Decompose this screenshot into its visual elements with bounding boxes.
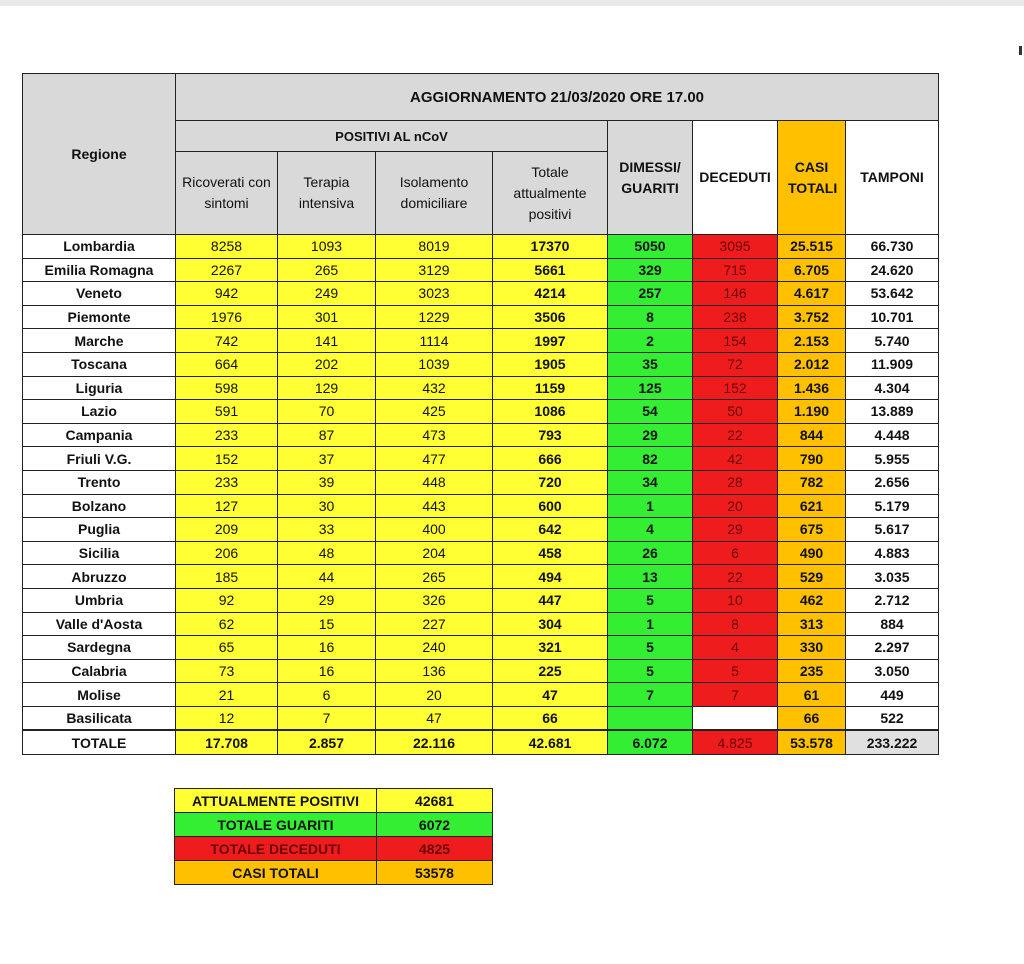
cell-casi: 1.190 (778, 400, 846, 424)
cell-deceduti: 72 (693, 352, 778, 376)
cell-terapia: 15 (278, 612, 376, 636)
cell-terapia: 129 (278, 376, 376, 400)
cell-regione: Bolzano (23, 494, 176, 518)
cell-terapia: 202 (278, 352, 376, 376)
cell-tamponi: 11.909 (846, 352, 939, 376)
summary-row (175, 861, 493, 885)
cell-tamponi: 24.620 (846, 258, 939, 282)
header-regione: Regione (23, 74, 176, 235)
cell-totale: 458 (493, 541, 608, 565)
cell-tamponi: 4.883 (846, 541, 939, 565)
cell-isolamento: 425 (376, 400, 493, 424)
cell-terapia: 87 (278, 423, 376, 447)
header-casi: CASI TOTALI (778, 121, 846, 235)
table-row (23, 518, 939, 542)
cell-ricoverati: 233 (176, 470, 278, 494)
cell-deceduti: 50 (693, 400, 778, 424)
cell-totale: 66 (493, 706, 608, 730)
cell-tamponi: 4.304 (846, 376, 939, 400)
cell-regione: Veneto (23, 282, 176, 306)
cell-regione: Lombardia (23, 235, 176, 259)
cell-dimessi: 13 (608, 565, 693, 589)
table-row (23, 659, 939, 683)
header-tamponi: TAMPONI (846, 121, 939, 235)
cell-isolamento: 47 (376, 706, 493, 730)
cell-terapia: 141 (278, 329, 376, 353)
cell-isolamento: 1039 (376, 352, 493, 376)
table-row (23, 305, 939, 329)
cell-dimessi: 5050 (608, 235, 693, 259)
cell-regione: Abruzzo (23, 565, 176, 589)
cell-isolamento: 3023 (376, 282, 493, 306)
cell-ricoverati: 209 (176, 518, 278, 542)
cell-regione: Sardegna (23, 636, 176, 660)
cell-casi: 1.436 (778, 376, 846, 400)
cell-isolamento: 473 (376, 423, 493, 447)
cell-terapia: 7 (278, 706, 376, 730)
cell-ricoverati: 185 (176, 565, 278, 589)
cell-ricoverati: 12 (176, 706, 278, 730)
cell-dimessi: 1 (608, 494, 693, 518)
cell-isolamento: 3129 (376, 258, 493, 282)
cell-totale: 5661 (493, 258, 608, 282)
cell-ricoverati: 73 (176, 659, 278, 683)
cell-totale: 720 (493, 470, 608, 494)
cell-deceduti: 6 (693, 541, 778, 565)
cell-ricoverati: 598 (176, 376, 278, 400)
cell-regione: Marche (23, 329, 176, 353)
cell-casi: 529 (778, 565, 846, 589)
header-terapia: Terapia intensiva (278, 152, 376, 235)
total-terapia: 2.857 (278, 730, 376, 754)
table-row (23, 683, 939, 707)
table-row (23, 376, 939, 400)
cell-dimessi: 257 (608, 282, 693, 306)
cell-totale: 4214 (493, 282, 608, 306)
cell-terapia: 249 (278, 282, 376, 306)
top-border (0, 0, 1024, 6)
header-deceduti: DECEDUTI (693, 121, 778, 235)
cell-isolamento: 1229 (376, 305, 493, 329)
cell-tamponi: 5.179 (846, 494, 939, 518)
cell-terapia: 39 (278, 470, 376, 494)
cell-tamponi: 2.297 (846, 636, 939, 660)
cell-deceduti: 715 (693, 258, 778, 282)
table-row (23, 541, 939, 565)
table-row (23, 258, 939, 282)
cell-tamponi: 10.701 (846, 305, 939, 329)
header-dimessi: DIMESSI/ GUARITI (608, 121, 693, 235)
cell-ricoverati: 65 (176, 636, 278, 660)
summary-label: TOTALE GUARITI (175, 813, 377, 837)
cell-isolamento: 8019 (376, 235, 493, 259)
table-row (23, 612, 939, 636)
cell-ricoverati: 591 (176, 400, 278, 424)
cell-totale: 494 (493, 565, 608, 589)
table-row (23, 282, 939, 306)
cell-casi: 675 (778, 518, 846, 542)
cell-deceduti: 238 (693, 305, 778, 329)
cell-dimessi: 1 (608, 612, 693, 636)
cell-regione: Liguria (23, 376, 176, 400)
total-dimessi: 6.072 (608, 730, 693, 754)
cell-terapia: 44 (278, 565, 376, 589)
cell-terapia: 48 (278, 541, 376, 565)
cell-ricoverati: 233 (176, 423, 278, 447)
cell-regione: Friuli V.G. (23, 447, 176, 471)
cell-dimessi: 4 (608, 518, 693, 542)
cell-ricoverati: 152 (176, 447, 278, 471)
cell-tamponi: 522 (846, 706, 939, 730)
summary-value: 6072 (377, 813, 493, 837)
cell-deceduti: 3095 (693, 235, 778, 259)
cell-casi: 844 (778, 423, 846, 447)
cell-totale: 1997 (493, 329, 608, 353)
cell-casi: 782 (778, 470, 846, 494)
cell-isolamento: 432 (376, 376, 493, 400)
cell-regione: Campania (23, 423, 176, 447)
total-deceduti: 4.825 (693, 730, 778, 754)
cell-ricoverati: 62 (176, 612, 278, 636)
cell-tamponi: 3.035 (846, 565, 939, 589)
cell-totale: 447 (493, 588, 608, 612)
header-aggiornamento: AGGIORNAMENTO 21/03/2020 ORE 17.00 (176, 74, 939, 121)
summary-label: TOTALE DECEDUTI (175, 837, 377, 861)
cell-tamponi: 13.889 (846, 400, 939, 424)
cell-regione: Piemonte (23, 305, 176, 329)
cell-tamponi: 2.712 (846, 588, 939, 612)
cell-dimessi: 5 (608, 636, 693, 660)
table-row (23, 235, 939, 259)
cell-regione: Calabria (23, 659, 176, 683)
cell-terapia: 70 (278, 400, 376, 424)
cell-deceduti: 146 (693, 282, 778, 306)
table-row (23, 565, 939, 589)
summary-value: 42681 (377, 789, 493, 813)
cell-isolamento: 265 (376, 565, 493, 589)
cell-terapia: 16 (278, 659, 376, 683)
cell-totale: 600 (493, 494, 608, 518)
cell-deceduti: 5 (693, 659, 778, 683)
cell-terapia: 265 (278, 258, 376, 282)
cell-totale: 17370 (493, 235, 608, 259)
cell-tamponi: 4.448 (846, 423, 939, 447)
cell-totale: 1159 (493, 376, 608, 400)
cell-totale: 793 (493, 423, 608, 447)
cell-ricoverati: 206 (176, 541, 278, 565)
cell-deceduti: 29 (693, 518, 778, 542)
cell-totale: 666 (493, 447, 608, 471)
cell-ricoverati: 21 (176, 683, 278, 707)
cell-totale: 642 (493, 518, 608, 542)
cell-terapia: 33 (278, 518, 376, 542)
cell-deceduti: 22 (693, 423, 778, 447)
cell-casi: 235 (778, 659, 846, 683)
total-label: TOTALE (23, 730, 176, 754)
cell-dimessi: 82 (608, 447, 693, 471)
cell-dimessi: 5 (608, 588, 693, 612)
cell-terapia: 37 (278, 447, 376, 471)
total-totale: 42.681 (493, 730, 608, 754)
cell-deceduti: 22 (693, 565, 778, 589)
regional-data-table (22, 73, 939, 755)
cell-dimessi (608, 706, 693, 730)
cell-ricoverati: 664 (176, 352, 278, 376)
cell-deceduti: 8 (693, 612, 778, 636)
cell-casi: 66 (778, 706, 846, 730)
cell-casi: 4.617 (778, 282, 846, 306)
total-casi: 53.578 (778, 730, 846, 754)
header-ricoverati: Ricoverati con sintomi (176, 152, 278, 235)
cell-regione: Sicilia (23, 541, 176, 565)
cell-dimessi: 29 (608, 423, 693, 447)
cell-tamponi: 449 (846, 683, 939, 707)
cell-isolamento: 400 (376, 518, 493, 542)
cell-tamponi: 5.955 (846, 447, 939, 471)
table-row (23, 470, 939, 494)
cell-isolamento: 204 (376, 541, 493, 565)
cell-ricoverati: 942 (176, 282, 278, 306)
cell-casi: 790 (778, 447, 846, 471)
cell-deceduti (693, 706, 778, 730)
cell-dimessi: 2 (608, 329, 693, 353)
cell-deceduti: 20 (693, 494, 778, 518)
summary-table (174, 788, 493, 885)
total-isolamento: 22.116 (376, 730, 493, 754)
header-positivi: POSITIVI AL nCoV (176, 121, 608, 152)
cell-deceduti: 7 (693, 683, 778, 707)
cell-dimessi: 35 (608, 352, 693, 376)
table-row (23, 494, 939, 518)
cell-regione: Valle d'Aosta (23, 612, 176, 636)
cell-dimessi: 54 (608, 400, 693, 424)
cell-casi: 330 (778, 636, 846, 660)
cell-isolamento: 477 (376, 447, 493, 471)
cell-totale: 47 (493, 683, 608, 707)
table-row (23, 588, 939, 612)
cell-casi: 313 (778, 612, 846, 636)
cell-regione: Puglia (23, 518, 176, 542)
cell-regione: Trento (23, 470, 176, 494)
corner-mark (1019, 46, 1022, 55)
cell-ricoverati: 8258 (176, 235, 278, 259)
cell-totale: 321 (493, 636, 608, 660)
cell-casi: 462 (778, 588, 846, 612)
cell-ricoverati: 127 (176, 494, 278, 518)
cell-casi: 3.752 (778, 305, 846, 329)
summary-value: 4825 (377, 837, 493, 861)
cell-regione: Umbria (23, 588, 176, 612)
cell-isolamento: 240 (376, 636, 493, 660)
total-tamponi: 233.222 (846, 730, 939, 754)
table-row (23, 636, 939, 660)
cell-dimessi: 125 (608, 376, 693, 400)
cell-tamponi: 2.656 (846, 470, 939, 494)
cell-casi: 621 (778, 494, 846, 518)
cell-isolamento: 1114 (376, 329, 493, 353)
cell-tamponi: 66.730 (846, 235, 939, 259)
cell-dimessi: 329 (608, 258, 693, 282)
cell-terapia: 30 (278, 494, 376, 518)
cell-regione: Emilia Romagna (23, 258, 176, 282)
cell-terapia: 16 (278, 636, 376, 660)
table-row (23, 423, 939, 447)
cell-totale: 225 (493, 659, 608, 683)
cell-casi: 61 (778, 683, 846, 707)
cell-terapia: 6 (278, 683, 376, 707)
cell-totale: 1086 (493, 400, 608, 424)
summary-row (175, 837, 493, 861)
cell-isolamento: 20 (376, 683, 493, 707)
cell-isolamento: 326 (376, 588, 493, 612)
cell-deceduti: 28 (693, 470, 778, 494)
cell-casi: 2.012 (778, 352, 846, 376)
cell-terapia: 29 (278, 588, 376, 612)
cell-tamponi: 5.740 (846, 329, 939, 353)
cell-isolamento: 136 (376, 659, 493, 683)
cell-totale: 304 (493, 612, 608, 636)
header-totale-positivi: Totale attualmente positivi (493, 152, 608, 235)
cell-dimessi: 7 (608, 683, 693, 707)
cell-tamponi: 53.642 (846, 282, 939, 306)
summary-label: CASI TOTALI (175, 861, 377, 885)
total-ricoverati: 17.708 (176, 730, 278, 754)
cell-deceduti: 10 (693, 588, 778, 612)
cell-casi: 490 (778, 541, 846, 565)
cell-regione: Toscana (23, 352, 176, 376)
cell-dimessi: 34 (608, 470, 693, 494)
summary-label: ATTUALMENTE POSITIVI (175, 789, 377, 813)
summary-value: 53578 (377, 861, 493, 885)
cell-tamponi: 5.617 (846, 518, 939, 542)
cell-isolamento: 443 (376, 494, 493, 518)
cell-dimessi: 26 (608, 541, 693, 565)
table-row (23, 329, 939, 353)
cell-ricoverati: 2267 (176, 258, 278, 282)
table-row (23, 400, 939, 424)
summary-row (175, 789, 493, 813)
cell-dimessi: 8 (608, 305, 693, 329)
table-row (23, 706, 939, 730)
cell-deceduti: 152 (693, 376, 778, 400)
table-row (23, 352, 939, 376)
summary-row (175, 813, 493, 837)
cell-totale: 1905 (493, 352, 608, 376)
table-row (23, 447, 939, 471)
cell-ricoverati: 92 (176, 588, 278, 612)
cell-totale: 3506 (493, 305, 608, 329)
cell-casi: 2.153 (778, 329, 846, 353)
cell-terapia: 301 (278, 305, 376, 329)
cell-ricoverati: 742 (176, 329, 278, 353)
header-isolamento: Isolamento domiciliare (376, 152, 493, 235)
cell-regione: Lazio (23, 400, 176, 424)
cell-isolamento: 227 (376, 612, 493, 636)
total-row (23, 730, 939, 754)
cell-tamponi: 3.050 (846, 659, 939, 683)
cell-casi: 6.705 (778, 258, 846, 282)
cell-ricoverati: 1976 (176, 305, 278, 329)
cell-deceduti: 4 (693, 636, 778, 660)
cell-regione: Basilicata (23, 706, 176, 730)
cell-regione: Molise (23, 683, 176, 707)
cell-casi: 25.515 (778, 235, 846, 259)
cell-dimessi: 5 (608, 659, 693, 683)
cell-deceduti: 42 (693, 447, 778, 471)
cell-deceduti: 154 (693, 329, 778, 353)
cell-isolamento: 448 (376, 470, 493, 494)
cell-terapia: 1093 (278, 235, 376, 259)
cell-tamponi: 884 (846, 612, 939, 636)
